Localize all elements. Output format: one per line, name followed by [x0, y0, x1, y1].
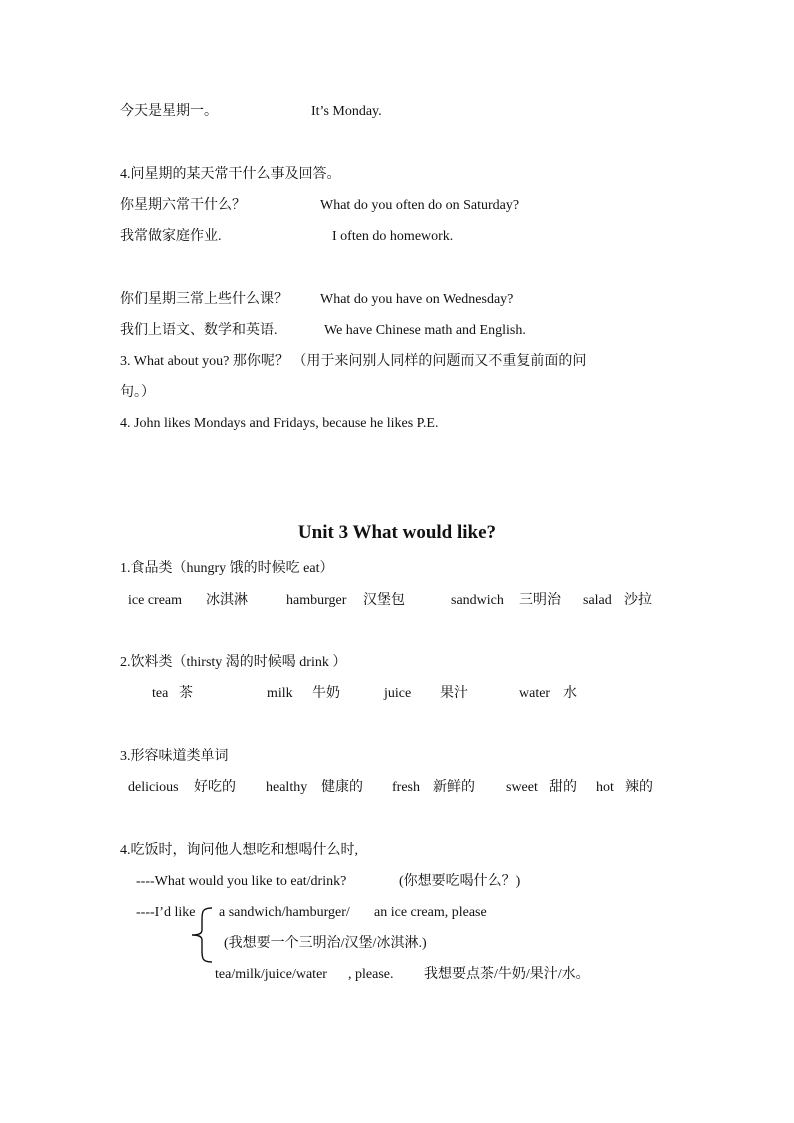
text-segment: 茶 [179, 686, 193, 701]
text-segment: 果汁 [440, 686, 468, 701]
text-segment: 辣的 [625, 780, 653, 795]
text-segment: 牛奶 [312, 686, 340, 701]
text-segment: juice [384, 686, 412, 701]
text-segment: ----I’d like [136, 905, 196, 920]
text-segment: 水 [563, 686, 577, 701]
text-segment: 4.吃饭时，询问他人想吃和想喝什么时, [120, 843, 358, 858]
text-segment: 今天是星期一。 [120, 104, 218, 119]
text-segment: 句。） [120, 385, 155, 400]
text-segment: (你想要吃喝什么？) [399, 874, 521, 889]
text-segment: milk [267, 686, 293, 701]
text-segment: What do you have on Wednesday? [320, 292, 514, 307]
text-segment: delicious [128, 780, 179, 795]
text-segment: 三明治 [519, 593, 561, 608]
text-segment: sweet [506, 780, 538, 795]
text-segment: 新鲜的 [433, 780, 475, 795]
unit-title: Unit 3 What would like? [297, 522, 497, 543]
text-segment: 甜的 [549, 780, 577, 795]
text-segment: tea/milk/juice/water [215, 967, 327, 982]
text-segment: 我们上语文、数学和英语. [120, 323, 278, 338]
text-segment: 3. What about you? 那你呢？ （用于来问别人同样的问题而又不重复前面的问 [120, 354, 587, 369]
text-segment: hamburger [286, 593, 347, 608]
text-segment: a sandwich/hamburger/ [219, 905, 350, 920]
text-segment: 2.饮料类（thirsty 渴的时候喝 drink ） [120, 655, 347, 670]
text-segment: 我常做家庭作业. [120, 229, 222, 244]
text-segment: 沙拉 [624, 593, 652, 608]
text-segment: sandwich [451, 593, 504, 608]
text-segment: 你星期六常干什么？ [120, 198, 246, 213]
text-segment: water [519, 686, 551, 701]
text-segment: 3.形容味道类单词 [120, 749, 229, 764]
text-segment: (我想要一个三明治/汉堡/冰淇淋.) [224, 936, 427, 951]
text-segment: 4.问星期的某天常干什么事及回答。 [120, 167, 341, 182]
text-segment: ----What would you like to eat/drink? [136, 874, 347, 889]
text-segment: We have Chinese math and English. [324, 323, 526, 338]
text-segment: fresh [392, 780, 420, 795]
text-segment: hot [596, 780, 614, 795]
text-segment: 冰淇淋 [206, 593, 248, 608]
text-segment: What do you often do on Saturday? [320, 198, 520, 213]
brace-icon [186, 906, 216, 964]
text-segment: It’s Monday. [311, 104, 382, 119]
text-segment: 4. John likes Mondays and Fridays, because he likes P.E. [120, 416, 439, 431]
text-segment: 1.食品类（hungry 饿的时候吃 eat） [120, 561, 334, 576]
text-segment: ice cream [128, 593, 183, 608]
text-segment: 我想要点茶/牛奶/果汁/水。 [424, 967, 590, 982]
text-segment: 健康的 [321, 780, 363, 795]
text-segment: 好吃的 [194, 780, 236, 795]
text-segment: salad [583, 593, 612, 608]
text-segment: , please. [348, 967, 394, 982]
text-segment: tea [152, 686, 169, 701]
text-segment: 汉堡包 [363, 593, 405, 608]
text-segment: an ice cream, please [374, 905, 487, 920]
text-segment: 你们星期三常上些什么课？ [120, 292, 288, 307]
text-segment: healthy [266, 780, 308, 795]
text-segment: I often do homework. [332, 229, 454, 244]
